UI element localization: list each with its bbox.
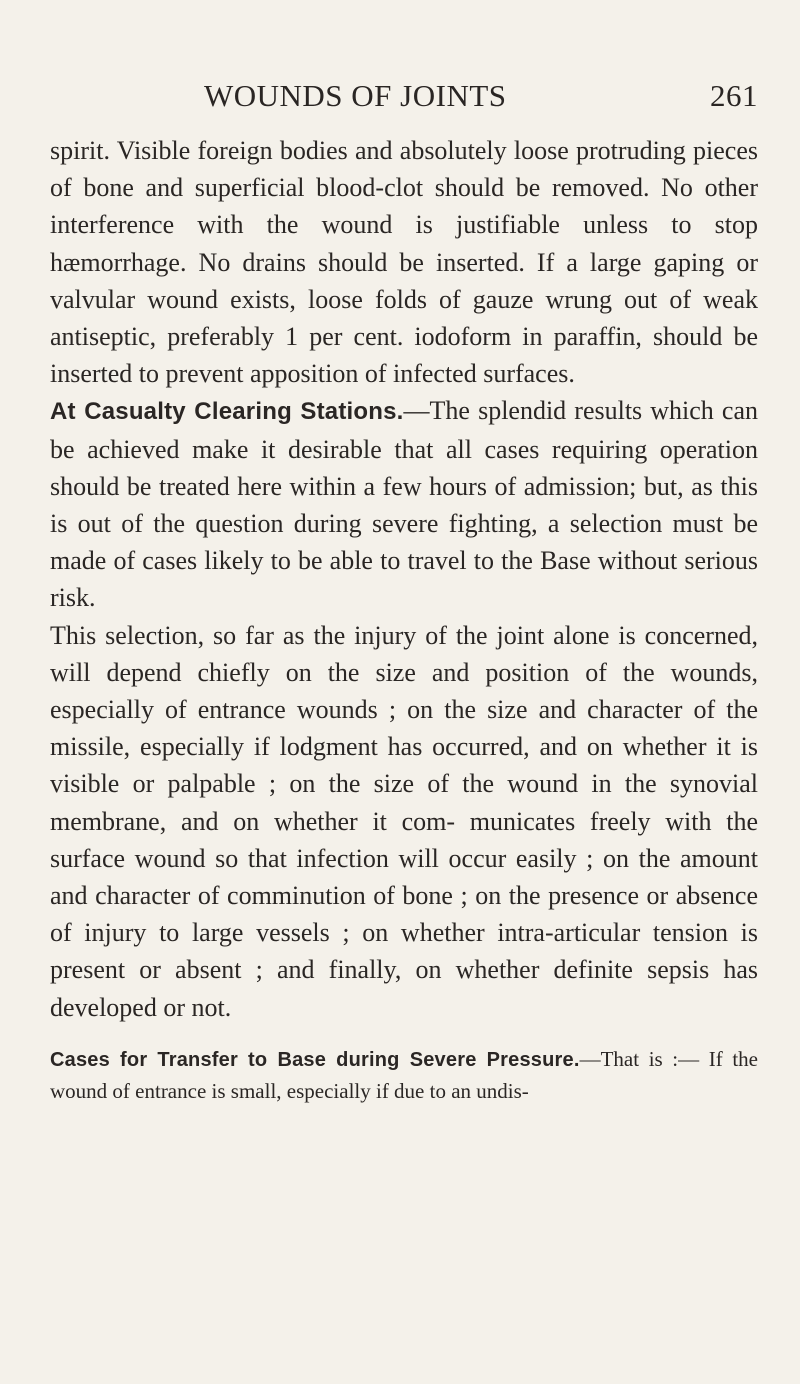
running-header [50,78,758,122]
paragraph-text: —The splendid results which can be achieved make it desirable that all cases requiring operation should be treated here within a few hours of admission; but, as this is out of the question during severe fighting, a selection must be made of cases likely to be able to travel to the Base without serious risk. [50,396,758,613]
small-print-paragraph [50,1044,758,1107]
paragraph [50,392,758,616]
paragraph [50,617,758,1026]
run-in-heading: Cases for Transfer to Base during Severe Pressure. [50,1048,580,1071]
paragraph-text: —That is :— If the wound of entrance is small, especially if due to an undis- [50,1046,759,1103]
paragraph [50,132,758,392]
paragraph-text: This selection, so far as the injury of the joint alone is concerned, will depend chiefly on the size and position of the wounds, especially of entrance wounds ; on the size and character of the missile, especially if lodgment has occurred, and on whether it is visible or palpable ; on the size of the wound in the synovial membrane, and on whether it com- municates freely with the surface wound so that infection will occur easily ; on the amount and character of comminution of bone ; on the presence or absence of injury to large vessels ; on whether intra-articular tension is present or absent ; and finally, on whether definite sepsis has developed or not. [50,620,758,1022]
running-title: WOUNDS OF JOINTS [204,78,507,113]
page [50,78,758,1107]
paragraph-text: spirit. Visible foreign bodies and absolutely loose protruding pieces of bone and superficial blood-clot should be removed. No other interference with the wound is justifiable unless to stop hæmorrhage. No drains should be inserted. If a large gaping or valvular wound exists, loose folds of gauze wrung out of weak antiseptic, preferably 1 per cent. iodoform in paraffin, should be inserted to prevent apposition of infected surfaces. [50,136,758,389]
run-in-heading: At Casualty Clearing Stations. [50,398,404,426]
page-number: 261 [710,78,758,113]
body-text [50,132,758,1026]
